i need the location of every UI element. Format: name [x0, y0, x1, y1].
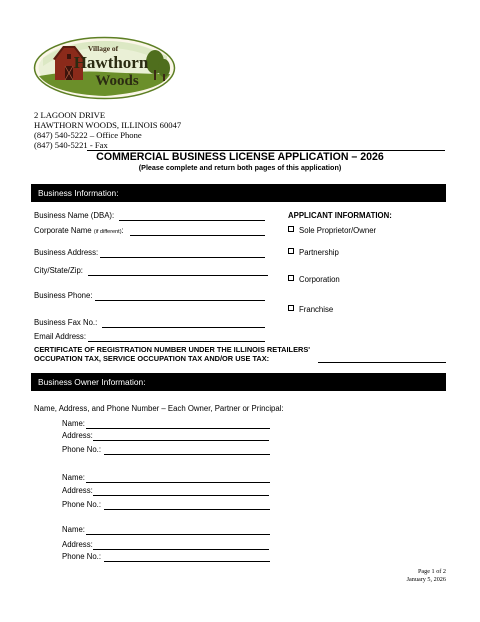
checkbox[interactable]: [288, 305, 294, 311]
city-state-zip-field[interactable]: [88, 275, 268, 276]
owner2-phone-label: Phone No.:: [62, 500, 102, 509]
owner3-name-label: Name:: [62, 525, 85, 534]
owner-intro: Name, Address, and Phone Number – Each Owner, Partner or Principal:: [34, 404, 284, 413]
address-street: 2 LAGOON DRIVE: [34, 110, 106, 120]
owner1-name-label: Name:: [62, 419, 85, 428]
owner3-address-field[interactable]: [93, 549, 269, 550]
option-sole-proprietor[interactable]: Sole Proprietor/Owner: [288, 226, 376, 236]
option-partnership[interactable]: Partnership: [288, 248, 339, 258]
section-header-business: Business Information:: [31, 184, 446, 202]
certificate-number-field[interactable]: [318, 362, 446, 363]
certificate-label-line1: CERTIFICATE OF REGISTRATION NUMBER UNDER THE ILLINOIS RETAILERS': [34, 345, 311, 354]
owner1-address-field[interactable]: [93, 440, 269, 441]
section-header-owner: Business Owner Information:: [31, 373, 446, 391]
checkbox[interactable]: [288, 226, 294, 232]
revision-date: January 5, 2026: [406, 576, 446, 583]
business-phone-field[interactable]: [95, 300, 265, 301]
owner3-name-field[interactable]: [86, 534, 270, 535]
email-field[interactable]: [88, 341, 265, 342]
owner2-name-label: Name:: [62, 473, 85, 482]
checkbox[interactable]: [288, 275, 294, 281]
owner3-phone-label: Phone No.:: [62, 552, 102, 561]
business-name-field[interactable]: [119, 220, 265, 221]
logo-text-village: Village of: [87, 44, 119, 53]
owner3-phone-field[interactable]: [104, 561, 270, 562]
owner2-name-field[interactable]: [86, 482, 270, 483]
owner2-phone-field[interactable]: [104, 509, 270, 510]
owner2-address-field[interactable]: [93, 495, 269, 496]
option-franchise[interactable]: Franchise: [288, 305, 333, 315]
corporate-name-note: (if different): [93, 229, 122, 235]
logo-text-woods: Woods: [95, 73, 139, 89]
owner1-phone-field[interactable]: [104, 454, 270, 455]
page-number: Page 1 of 2: [417, 568, 446, 575]
corporate-name-field[interactable]: [130, 235, 265, 236]
village-address: [34, 110, 181, 150]
city-state-zip-label: City/State/Zip:: [34, 266, 83, 275]
corporate-name-label: Corporate Name (if different):: [34, 226, 124, 235]
address-city: HAWTHORN WOODS, ILLINOIS 60047: [34, 120, 182, 130]
business-address-label: Business Address:: [34, 248, 99, 257]
owner1-phone-label: Phone No.:: [62, 445, 102, 454]
business-fax-label: Business Fax No.:: [34, 318, 98, 327]
certificate-label-line2: OCCUPATION TAX, SERVICE OCCUPATION TAX AND/OR USE TAX:: [34, 354, 270, 363]
page-title: COMMERCIAL BUSINESS LICENSE APPLICATION – 2026: [96, 151, 384, 163]
checkbox[interactable]: [288, 248, 294, 254]
business-address-field[interactable]: [100, 257, 265, 258]
page-subtitle: (Please complete and return both pages of this application): [138, 163, 342, 172]
logo-text-hawthorn: Hawthorn: [73, 53, 149, 72]
owner2-address-label: Address:: [62, 486, 93, 495]
applicant-info-header: APPLICANT INFORMATION:: [288, 211, 392, 220]
address-phone: (847) 540-5222 – Office Phone: [34, 130, 142, 140]
business-name-label: Business Name (DBA):: [34, 211, 115, 220]
option-corporation[interactable]: Corporation: [288, 275, 340, 285]
owner3-address-label: Address:: [62, 540, 93, 549]
email-label: Email Address:: [34, 332, 87, 341]
business-phone-label: Business Phone:: [34, 291, 93, 300]
owner1-name-field[interactable]: [86, 428, 270, 429]
address-fax: (847) 540-5221 - Fax: [34, 140, 108, 150]
business-fax-field[interactable]: [102, 327, 265, 328]
village-logo: [33, 36, 176, 100]
owner1-address-label: Address:: [62, 431, 93, 440]
